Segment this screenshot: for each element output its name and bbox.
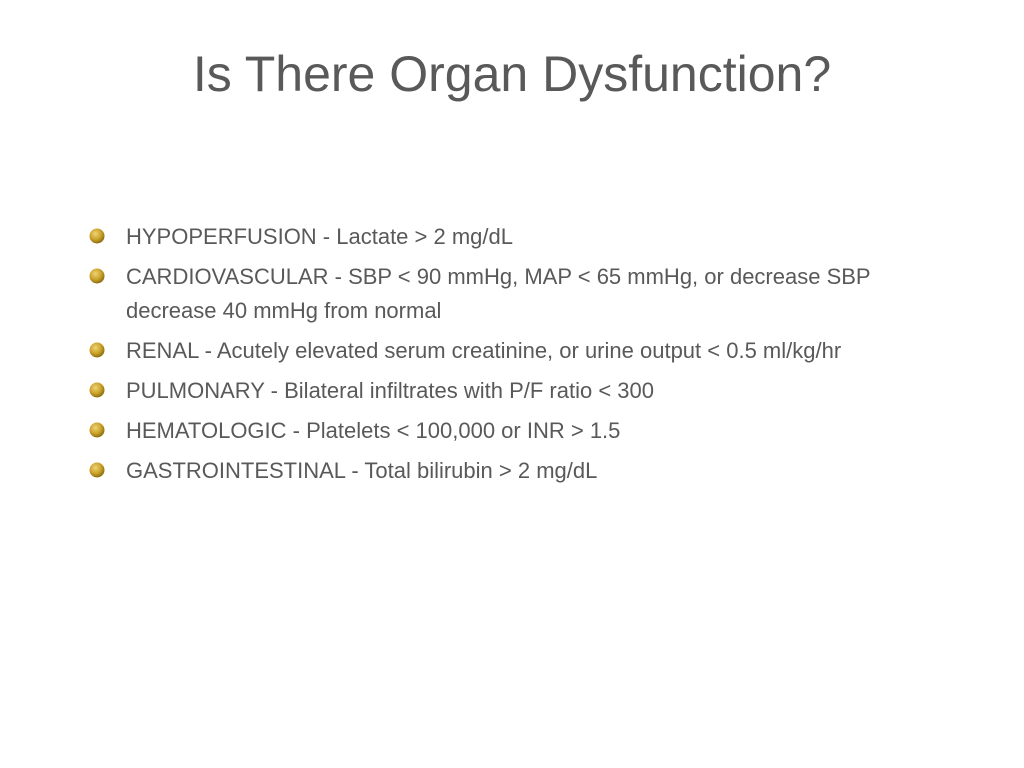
slide-title: Is There Organ Dysfunction? bbox=[192, 46, 832, 102]
bullet-text: GASTROINTESTINAL - Total bilirubin > 2 mg/dL bbox=[126, 458, 598, 483]
bullet-text: HEMATOLOGIC - Platelets < 100,000 or INR > 1.5 bbox=[126, 418, 621, 443]
bullet-text: CARDIOVASCULAR - SBP < 90 mmHg, MAP < 65 mmHg, or decrease SBP decrease 40 mmHg from normal bbox=[126, 264, 871, 323]
bullet-item-hypoperfusion bbox=[88, 220, 918, 254]
gold-bullet-icon bbox=[88, 381, 106, 399]
gold-bullet-icon bbox=[88, 227, 106, 245]
bullet-list bbox=[88, 220, 918, 494]
gold-bullet-icon bbox=[88, 267, 106, 285]
gold-bullet-icon bbox=[88, 341, 106, 359]
bullet-item-hematologic bbox=[88, 414, 918, 448]
bullet-text: RENAL - Acutely elevated serum creatinine, or urine output < 0.5 ml/kg/hr bbox=[126, 338, 842, 363]
bullet-item-renal bbox=[88, 334, 918, 368]
gold-bullet-icon bbox=[88, 461, 106, 479]
bullet-text: PULMONARY - Bilateral infiltrates with P/F ratio < 300 bbox=[126, 378, 654, 403]
gold-bullet-icon bbox=[88, 421, 106, 439]
bullet-item-pulmonary bbox=[88, 374, 918, 408]
bullet-item-gastrointestinal bbox=[88, 454, 918, 488]
bullet-item-cardiovascular bbox=[88, 260, 918, 328]
bullet-text: HYPOPERFUSION - Lactate > 2 mg/dL bbox=[126, 224, 513, 249]
